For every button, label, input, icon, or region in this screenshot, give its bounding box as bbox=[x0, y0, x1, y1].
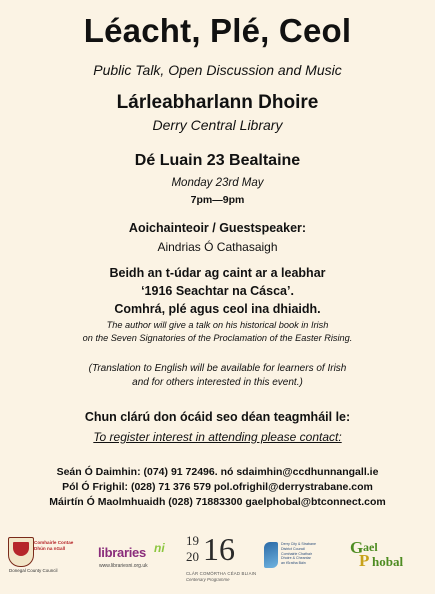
council-crest-icon bbox=[8, 537, 34, 567]
centenary-caption-english: Centenary Programme bbox=[186, 577, 230, 582]
translation-note-line-1: (Translation to English will be available for learners of Irish bbox=[88, 363, 347, 374]
libraries-url: www.librariesni.org.uk bbox=[99, 563, 148, 569]
talk-english-line-2: on the Seven Signatories of the Proclamation of the Easter Rising. bbox=[82, 333, 353, 343]
donegal-logo-text: Comhairle Contae Dhún na nGall bbox=[34, 540, 74, 551]
gaelphobal-g: G bbox=[350, 538, 364, 557]
register-heading-english: To register interest in attending please contact: bbox=[93, 430, 342, 444]
derry-strabane-council-logo bbox=[264, 540, 332, 578]
centenary-year-big: 16 bbox=[203, 531, 235, 567]
venue-english: Derry Central Library bbox=[152, 117, 283, 133]
centenary-programme-logo bbox=[186, 531, 257, 589]
gaelphobal-logo bbox=[348, 538, 418, 578]
derry-strabane-logo-text: Derry City & Strabane District Council Comhairle Chathair Dhoire & Cheantar an tSratha Báin bbox=[281, 542, 316, 566]
venue-irish: Lárleabharlann Dhoire bbox=[116, 92, 319, 113]
gaelphobal-ael: ael bbox=[363, 540, 378, 554]
gaelphobal-p: P bbox=[359, 551, 370, 570]
talk-english-line-1: The author will give a talk on his historical book in Irish bbox=[106, 320, 329, 330]
talk-irish-line-3: Comhrá, plé agus ceol ina dhiaidh. bbox=[114, 302, 321, 316]
donegal-logo-english: Donegal County Council bbox=[9, 568, 58, 573]
contact-line: Pól Ó Frighil: (028) 71 376 579 pol.ofrighil@derrystrabane.com bbox=[62, 481, 373, 493]
date-irish: Dé Luain 23 Bealtaine bbox=[134, 152, 301, 169]
event-time: 7pm—9pm bbox=[190, 194, 245, 206]
libraries-wordmark: libraries bbox=[98, 545, 146, 560]
centenary-year-bottom: 20 bbox=[186, 549, 199, 564]
date-english: Monday 23rd May bbox=[171, 177, 264, 189]
libraries-ni-logo bbox=[98, 541, 176, 575]
contact-line: Máirtín Ó Maolmhuaidh (028) 71883300 gaelphobal@btconnect.com bbox=[49, 496, 386, 508]
poster-title: Léacht, Plé, Ceol bbox=[83, 12, 352, 49]
contact-line: Seán Ó Daimhin: (074) 91 72496. nó sdaimhin@ccdhunnangall.ie bbox=[56, 466, 379, 478]
council-emblem-icon bbox=[264, 542, 278, 568]
translation-note-line-2: and for others interested in this event.) bbox=[132, 377, 303, 388]
poster-subtitle: Public Talk, Open Discussion and Music bbox=[93, 62, 342, 78]
talk-irish-line-2: ‘1916 Seachtar na Cásca’. bbox=[141, 284, 294, 298]
donegal-council-logo bbox=[8, 537, 88, 581]
centenary-year-top: 19 bbox=[186, 533, 199, 548]
talk-irish-line-1: Beidh an t-údar ag caint ar a leabhar bbox=[109, 266, 326, 280]
ni-wordmark: ni bbox=[154, 541, 165, 555]
register-heading-irish: Chun clárú don ócáid seo déan teagmháil le: bbox=[84, 410, 351, 424]
speaker-name: Aindrias Ó Cathasaigh bbox=[157, 240, 278, 254]
speaker-label: Aoichainteoir / Guestspeaker: bbox=[128, 221, 307, 235]
gaelphobal-hobal: hobal bbox=[372, 554, 404, 569]
centenary-caption-irish: CLÁR COMÓRTHA CÉAD BLIAIN bbox=[186, 571, 257, 576]
